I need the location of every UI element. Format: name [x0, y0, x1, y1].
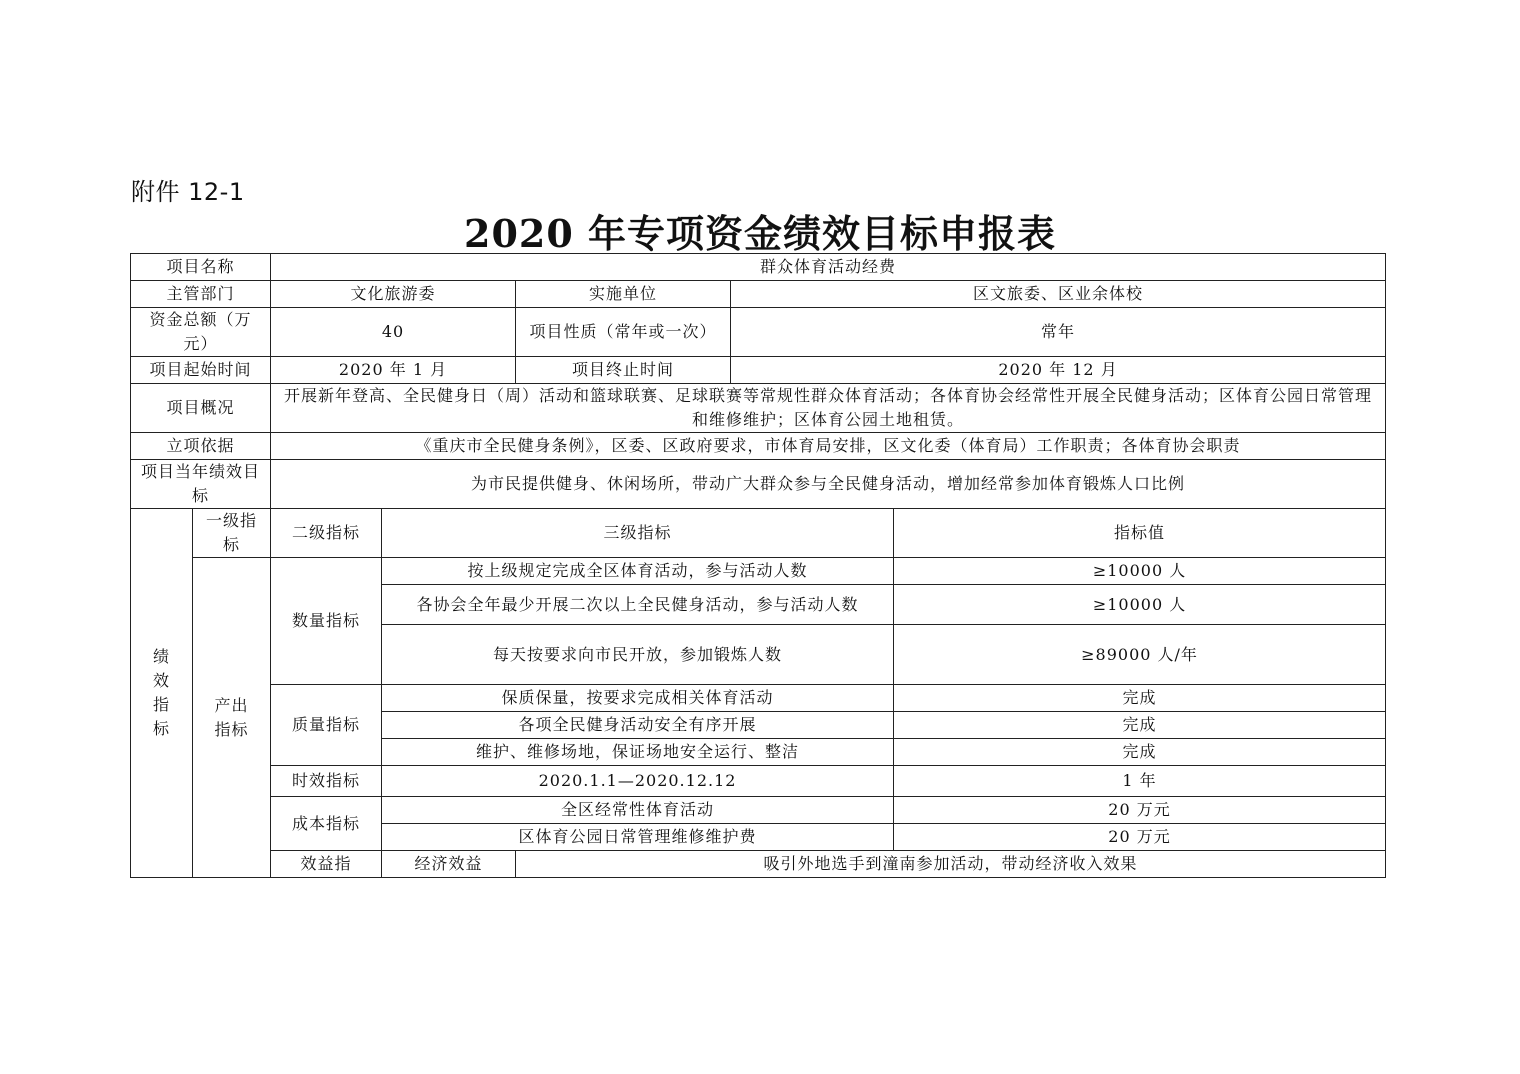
project-name-label: 项目名称 [131, 254, 271, 281]
start-label: 项目起始时间 [131, 357, 271, 384]
table-row [131, 558, 1386, 585]
end-value: 2020 年 12 月 [731, 357, 1386, 384]
row-department [131, 281, 1386, 308]
indicator-value: ≥89000 人/年 [894, 625, 1386, 685]
timeliness-label: 时效指标 [271, 766, 382, 797]
dept-label: 主管部门 [131, 281, 271, 308]
row-goal [131, 460, 1386, 509]
table-row [131, 766, 1386, 797]
indicator-value: 完成 [894, 685, 1386, 712]
row-dates [131, 357, 1386, 384]
level1-header: 一级指标 [193, 509, 271, 558]
project-name-value: 群众体育活动经费 [271, 254, 1386, 281]
section-label-performance-indicators [131, 509, 193, 878]
end-label: 项目终止时间 [516, 357, 731, 384]
table-row [131, 851, 1386, 878]
indicator-value: 20 万元 [894, 797, 1386, 824]
indicator-value: 完成 [894, 712, 1386, 739]
funds-label: 资金总额（万元） [131, 308, 271, 357]
unit-value: 区文旅委、区业余体校 [731, 281, 1386, 308]
row-basis [131, 433, 1386, 460]
section-label-text: 绩效指标 [152, 647, 170, 738]
quality-label: 质量指标 [271, 685, 382, 766]
indicator-item: 2020.1.1—2020.12.12 [382, 766, 894, 797]
basis-label: 立项依据 [131, 433, 271, 460]
indicator-value: 20 万元 [894, 824, 1386, 851]
row-funds [131, 308, 1386, 357]
cost-label: 成本指标 [271, 797, 382, 851]
page-title: 2020 年专项资金绩效目标申报表 [464, 211, 1056, 256]
dept-value: 文化旅游委 [271, 281, 516, 308]
funds-value: 40 [271, 308, 516, 357]
goal-value: 为市民提供健身、休闲场所，带动广大群众参与全民健身活动，增加经常参加体育锻炼人口比例 [271, 460, 1386, 509]
indicator-item: 区体育公园日常管理维修维护费 [382, 824, 894, 851]
table-row [131, 685, 1386, 712]
indicator-item: 维护、维修场地，保证场地安全运行、整洁 [382, 739, 894, 766]
benefit-label: 效益指 [271, 851, 382, 878]
goal-label: 项目当年绩效目标 [131, 460, 271, 509]
attachment-label: 附件 12-1 [131, 178, 245, 206]
output-label-text: 产出指标 [214, 695, 249, 739]
indicator-value: 1 年 [894, 766, 1386, 797]
indicator-item: 各协会全年最少开展二次以上全民健身活动，参与活动人数 [382, 585, 894, 625]
economic-label: 经济效益 [382, 851, 516, 878]
indicator-item: 各项全民健身活动安全有序开展 [382, 712, 894, 739]
indicator-value: ≥10000 人 [894, 585, 1386, 625]
value-header: 指标值 [894, 509, 1386, 558]
output-label [193, 558, 271, 878]
basis-value: 《重庆市全民健身条例》，区委、区政府要求，市体育局安排，区文化委（体育局）工作职责；各体育协会职责 [271, 433, 1386, 460]
row-overview [131, 384, 1386, 433]
level3-header: 三级指标 [382, 509, 894, 558]
overview-label: 项目概况 [131, 384, 271, 433]
indicator-item: 按上级规定完成全区体育活动，参与活动人数 [382, 558, 894, 585]
performance-form-table [130, 253, 1386, 878]
row-project-name [131, 254, 1386, 281]
overview-value: 开展新年登高、全民健身日（周）活动和篮球联赛、足球联赛等常规性群众体育活动；各体育协会经常性开展全民健身活动；区体育公园日常管理和维修维护；区体育公园土地租赁。 [271, 384, 1386, 433]
quantity-label: 数量指标 [271, 558, 382, 685]
indicator-value: ≥10000 人 [894, 558, 1386, 585]
level2-header: 二级指标 [271, 509, 382, 558]
indicator-item: 每天按要求向市民开放，参加锻炼人数 [382, 625, 894, 685]
nature-label: 项目性质（常年或一次） [516, 308, 731, 357]
start-value: 2020 年 1 月 [271, 357, 516, 384]
row-indicator-header [131, 509, 1386, 558]
indicator-item: 保质保量，按要求完成相关体育活动 [382, 685, 894, 712]
table-row [131, 797, 1386, 824]
nature-value: 常年 [731, 308, 1386, 357]
indicator-item: 全区经常性体育活动 [382, 797, 894, 824]
unit-label: 实施单位 [516, 281, 731, 308]
indicator-value: 完成 [894, 739, 1386, 766]
indicator-item: 吸引外地选手到潼南参加活动，带动经济收入效果 [516, 851, 1386, 878]
